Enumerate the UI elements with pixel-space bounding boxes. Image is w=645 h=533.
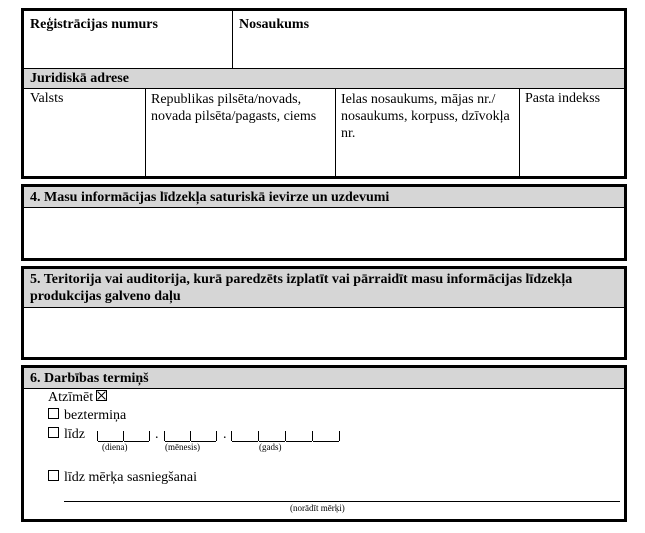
checked-box-icon — [96, 390, 107, 401]
day-caption: (diena) — [102, 442, 128, 452]
date-separator: . — [155, 427, 159, 442]
checkbox-icon[interactable] — [48, 427, 59, 438]
section-4-title: 4. Masu informācijas līdzekļa saturiskā ievirze un uzdevumi — [24, 187, 624, 208]
name-label: Nosaukums — [239, 17, 310, 32]
option-indefinite[interactable] — [48, 408, 126, 424]
option-goal[interactable] — [48, 470, 197, 486]
section-5-title: 5. Teritorija vai auditorija, kurā paredzēts izplatīt vai pārraidīt masu informācijas līdzekļa produkcijas galveno daļu — [24, 269, 624, 307]
city-label: Republikas pilsēta/novads, novada pilsēta/pagasts, ciems — [151, 92, 317, 124]
legal-address-heading — [24, 69, 624, 89]
goal-hint: (norādīt mērķi) — [290, 503, 345, 513]
goal-input-line[interactable] — [64, 501, 620, 502]
registration-address-section — [21, 8, 627, 179]
date-month-field[interactable] — [164, 429, 220, 441]
country-label: Valsts — [30, 91, 64, 106]
section-6-title: 6. Darbības termiņš — [24, 368, 624, 389]
mark-label: Atzīmēt — [48, 390, 94, 405]
option-indefinite-label: beztermiņa — [64, 408, 127, 423]
date-day-field[interactable] — [97, 429, 153, 441]
street-label: Ielas nosaukums, mājas nr./ nosaukums, korpuss, dzīvokļa nr. — [341, 92, 510, 141]
legal-address-label: Juridiskā adrese — [30, 71, 129, 86]
mark-instruction — [48, 390, 107, 406]
year-caption: (gads) — [259, 442, 282, 452]
option-until[interactable] — [48, 427, 85, 443]
month-caption: (mēnesis) — [165, 442, 200, 452]
section-4-field[interactable] — [24, 208, 624, 258]
registration-number-field[interactable] — [24, 37, 232, 68]
section-4 — [21, 184, 627, 261]
checkbox-icon[interactable] — [48, 470, 59, 481]
postal-code-label: Pasta indekss — [525, 91, 601, 106]
section-6 — [21, 365, 627, 522]
date-year-field[interactable] — [231, 429, 341, 441]
checkbox-icon[interactable] — [48, 408, 59, 419]
option-goal-label: līdz mērķa sasniegšanai — [64, 470, 197, 485]
section-5 — [21, 266, 627, 360]
section-5-field[interactable] — [24, 308, 624, 357]
option-until-label: līdz — [64, 427, 85, 442]
date-separator: . — [223, 427, 227, 442]
registration-number-label: Reģistrācijas numurs — [30, 17, 158, 32]
name-field[interactable] — [233, 37, 627, 68]
